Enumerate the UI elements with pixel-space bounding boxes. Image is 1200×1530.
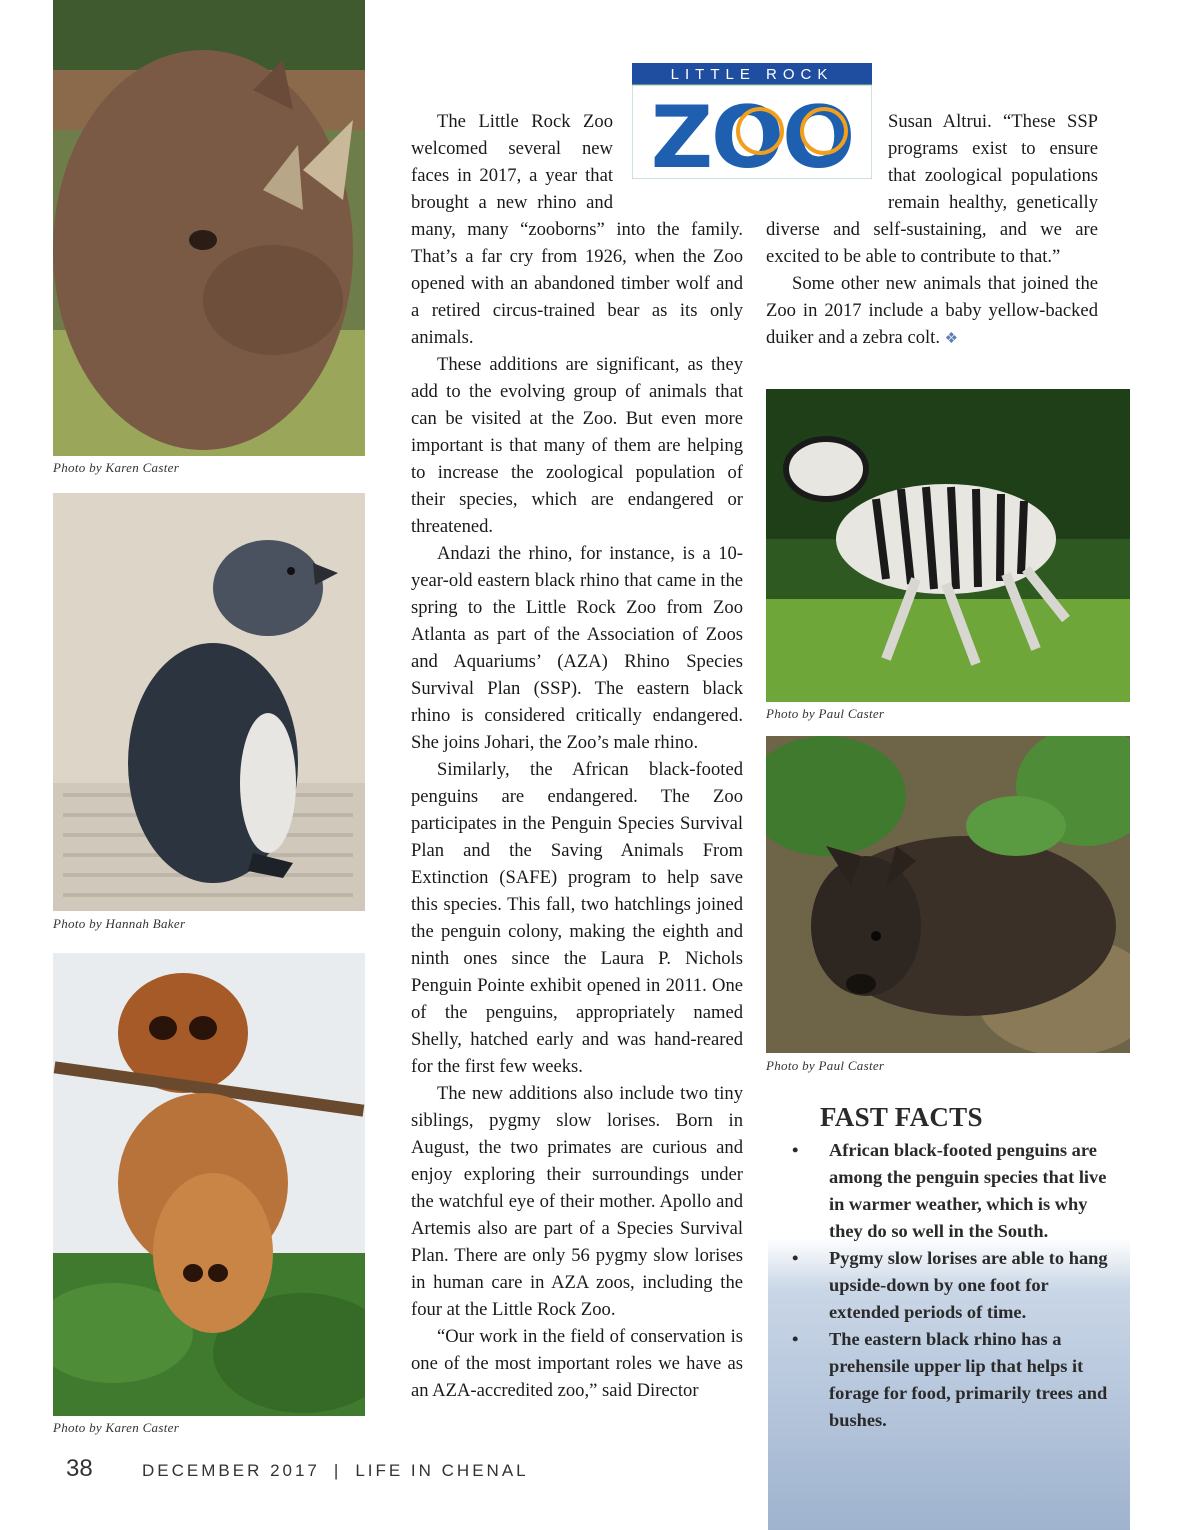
- footer-divider: |: [333, 1461, 342, 1480]
- loris-photo: [53, 953, 365, 1416]
- logo-main-text: ZOO: [650, 88, 854, 179]
- article-paragraph: Similarly, the African black-footed penguins are endangered. The Zoo participates in the Penguin Species Survival Plan and the Saving Animals From Extinction (SAFE) program to help save this species. This fall, two hatchlings joined the penguin colony, making the eighth and ninth ones since the Laura P. Nichols Penguin Pointe exhibit opened in 2011. One of the penguins, appropriately named Shelly, hatched early and was hand-reared for the first few weeks.: [411, 759, 743, 1077]
- duiker-photo: [766, 736, 1130, 1053]
- rhino-photo: [53, 0, 365, 456]
- duiker-photo-caption: Photo by Paul Caster: [766, 1058, 885, 1073]
- penguin-photo: [53, 493, 365, 911]
- penguin-photo-caption: Photo by Hannah Baker: [53, 916, 186, 931]
- fast-fact-item: • Pygmy slow lorises are able to hang upside-down by one foot for extended periods of time.: [792, 1245, 1112, 1326]
- bullet-icon: •: [792, 1140, 799, 1160]
- article-paragraph: The Little Rock Zoo welcomed several new faces in 2017, a year that brought a new rhino and many, many “zooborns” into the family. That’s a far cry from 1926, when the Zoo opened with an abandoned timber wolf and a retired circus-trained bear as its only animals.: [411, 111, 743, 348]
- footer-magazine: LIFE IN CHENAL: [355, 1461, 529, 1480]
- article-paragraph: Susan Altrui. “These SSP programs exist to ensure that zoological populations remain healthy, genetically diverse and self-sustaining, and we are excited to be able to contribute to that.”: [766, 111, 1098, 267]
- footer-issue: DECEMBER 2017: [142, 1461, 320, 1480]
- bullet-icon: •: [792, 1329, 799, 1349]
- end-mark-icon: ❖: [944, 331, 959, 347]
- logo-wrap-spacer: [766, 108, 888, 216]
- article-paragraph: Andazi the rhino, for instance, is a 10-year-old eastern black rhino that came in the spring to the Little Rock Zoo from Zoo Atlanta as part of the Association of Zoos and Aquariums’ (AZA) Rhino Species Survival Plan (SSP). The eastern black rhino is considered critically endangered. She joins Johari, the Zoo’s male rhino.: [411, 543, 743, 753]
- article-paragraph: Some other new animals that joined the Zoo in 2017 include a baby yellow-backed duiker and a zebra colt. ❖: [766, 273, 1098, 348]
- loris-photo-caption: Photo by Karen Caster: [53, 1420, 180, 1435]
- footer-issue-line: [142, 1461, 529, 1481]
- article-column-1: [411, 108, 743, 1404]
- rhino-photo-caption: Photo by Karen Caster: [53, 460, 180, 475]
- fast-facts-title: FAST FACTS: [820, 1102, 983, 1132]
- article-paragraph: The new additions also include two tiny siblings, pygmy slow lorises. Born in August, the two primates are curious and enjoy exploring their surroundings under the watchful eye of their mother. Apollo and Artemis also are part of a Species Survival Plan. There are only 56 pygmy slow lorises in human care in AZA zoos, including the four at the Little Rock Zoo.: [411, 1083, 743, 1320]
- fast-fact-item: • The eastern black rhino has a prehensile upper lip that helps it forage for food, primarily trees and bushes.: [792, 1326, 1112, 1434]
- zebra-photo: [766, 389, 1130, 702]
- article-paragraph: These additions are significant, as they add to the evolving group of animals that can be visited at the Zoo. But even more important is that many of them are helping to increase the zoological population of their species, which are endangered or threatened.: [411, 354, 743, 537]
- logo-wrap-spacer: [613, 108, 743, 216]
- article-column-2: [766, 108, 1098, 353]
- bullet-icon: •: [792, 1248, 799, 1268]
- logo-top-text: LITTLE ROCK: [670, 66, 834, 83]
- fast-facts-list: [792, 1137, 1112, 1434]
- fast-fact-item: • African black-footed penguins are among the penguin species that live in warmer weather, which is why they do so well in the South.: [792, 1137, 1112, 1245]
- article-paragraph: “Our work in the field of conservation is one of the most important roles we have as an AZA-accredited zoo,” said Director: [411, 1326, 743, 1401]
- page-number: 38: [66, 1455, 93, 1482]
- zebra-photo-caption: Photo by Paul Caster: [766, 706, 885, 721]
